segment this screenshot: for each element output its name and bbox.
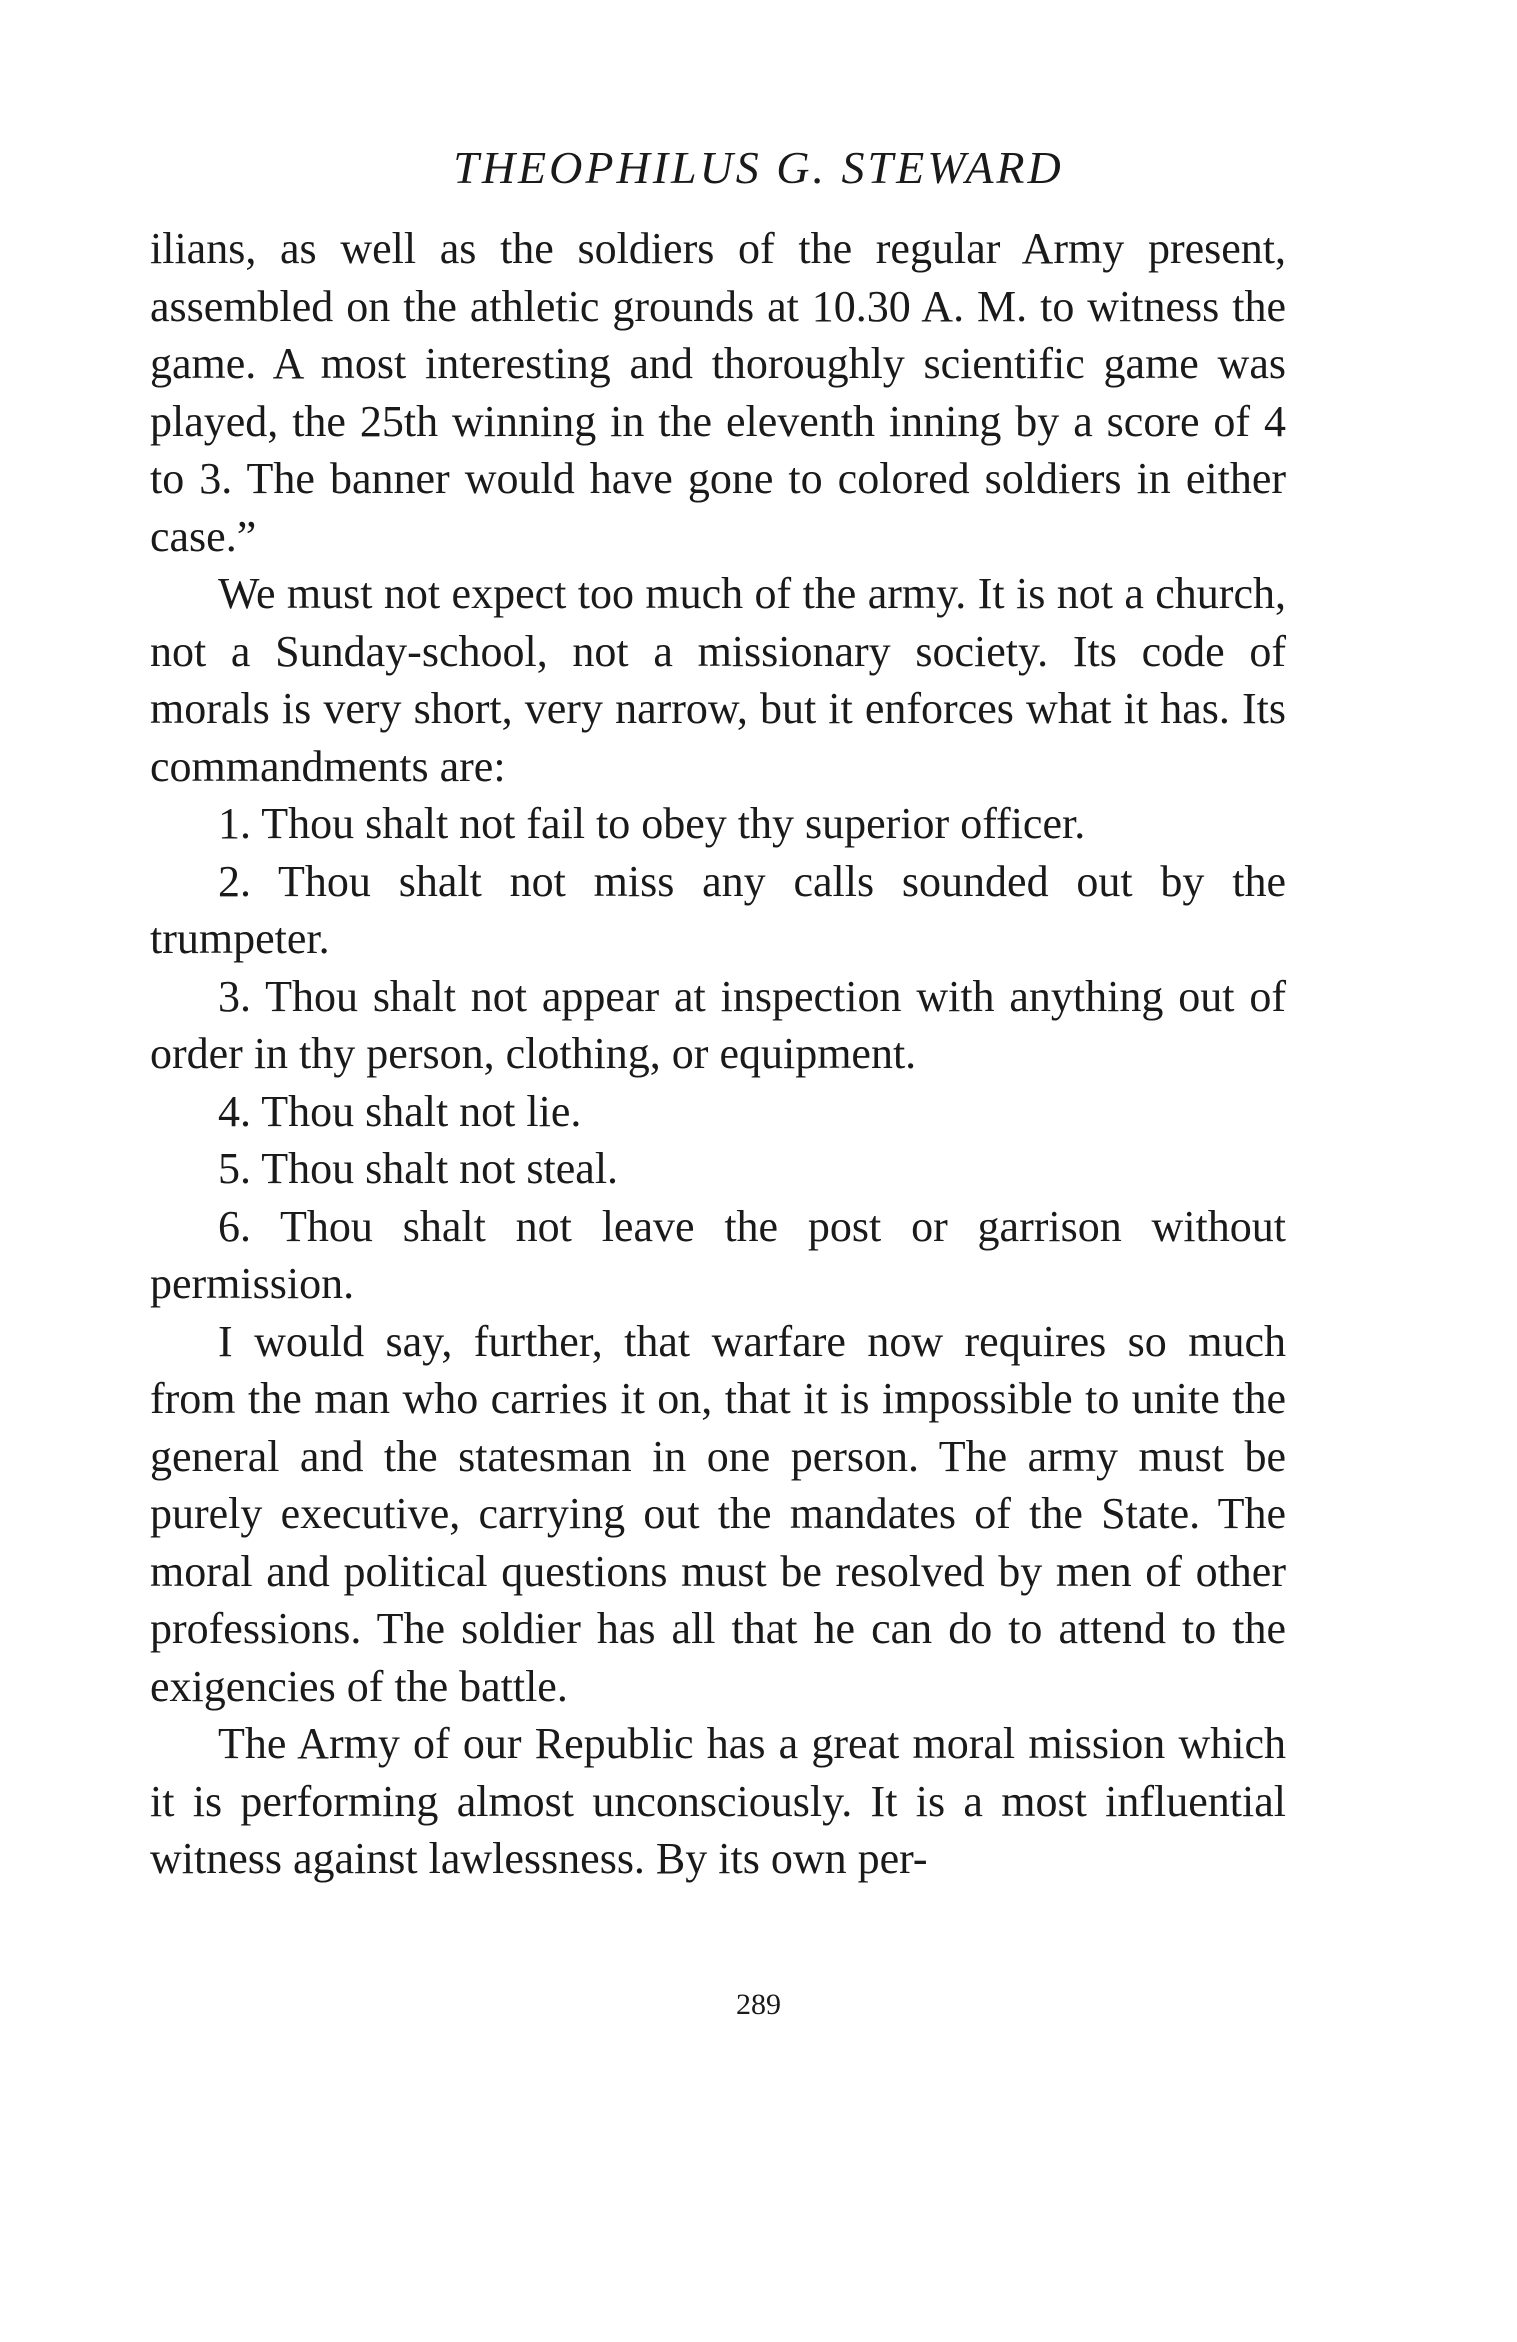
- paragraph-continuation: ilians, as well as the soldiers of the regular Army present, assembled on the athletic grounds at 10.30 A. M. to witness the game. A most interesting and thoroughly scientific game was played, the 25th winning in the eleventh inning by a score of 4 to 3. The banner would have gone to colored soldiers in either case.”: [150, 224, 1286, 561]
- commandment-3: 3. Thou shalt not appear at inspection with anything out of order in thy person, clothing, or equipment.: [150, 971, 1286, 1078]
- commandment-2: 2. Thou shalt not miss any calls sounded out by the trumpeter.: [150, 856, 1286, 963]
- paragraph-army-expectations: We must not expect too much of the army. It is not a church, not a Sunday-school, not a missionary society. Its code of morals is very short, very narrow, but it enforces what it has. Its commandments are:: [150, 569, 1286, 791]
- running-head: THEOPHILUS G. STEWARD: [453, 142, 1064, 193]
- paragraph-warfare: I would say, further, that warfare now requires so much from the man who carries it on, that it is impossible to unite the general and the statesman in one person. The army must be purely executive, carrying out the mandates of the State. The moral and political questions must be resolved by men of other professions. The soldier has all that he can do to attend to the exigencies of the battle.: [150, 1316, 1286, 1711]
- body-text: [150, 220, 1286, 1888]
- commandment-4: 4. Thou shalt not lie.: [218, 1086, 582, 1136]
- commandment-5: 5. Thou shalt not steal.: [218, 1144, 619, 1193]
- paragraph-moral-mission: The Army of our Republic has a great moral mission which it is performing almost unconsciously. It is a most influential witness against lawlessness. By its own per-: [150, 1719, 1286, 1883]
- commandment-1: 1. Thou shalt not fail to obey thy superior officer.: [218, 799, 1086, 848]
- page-number: 289: [736, 1988, 781, 2021]
- commandment-6: 6. Thou shalt not leave the post or garrison without permission.: [150, 1201, 1286, 1308]
